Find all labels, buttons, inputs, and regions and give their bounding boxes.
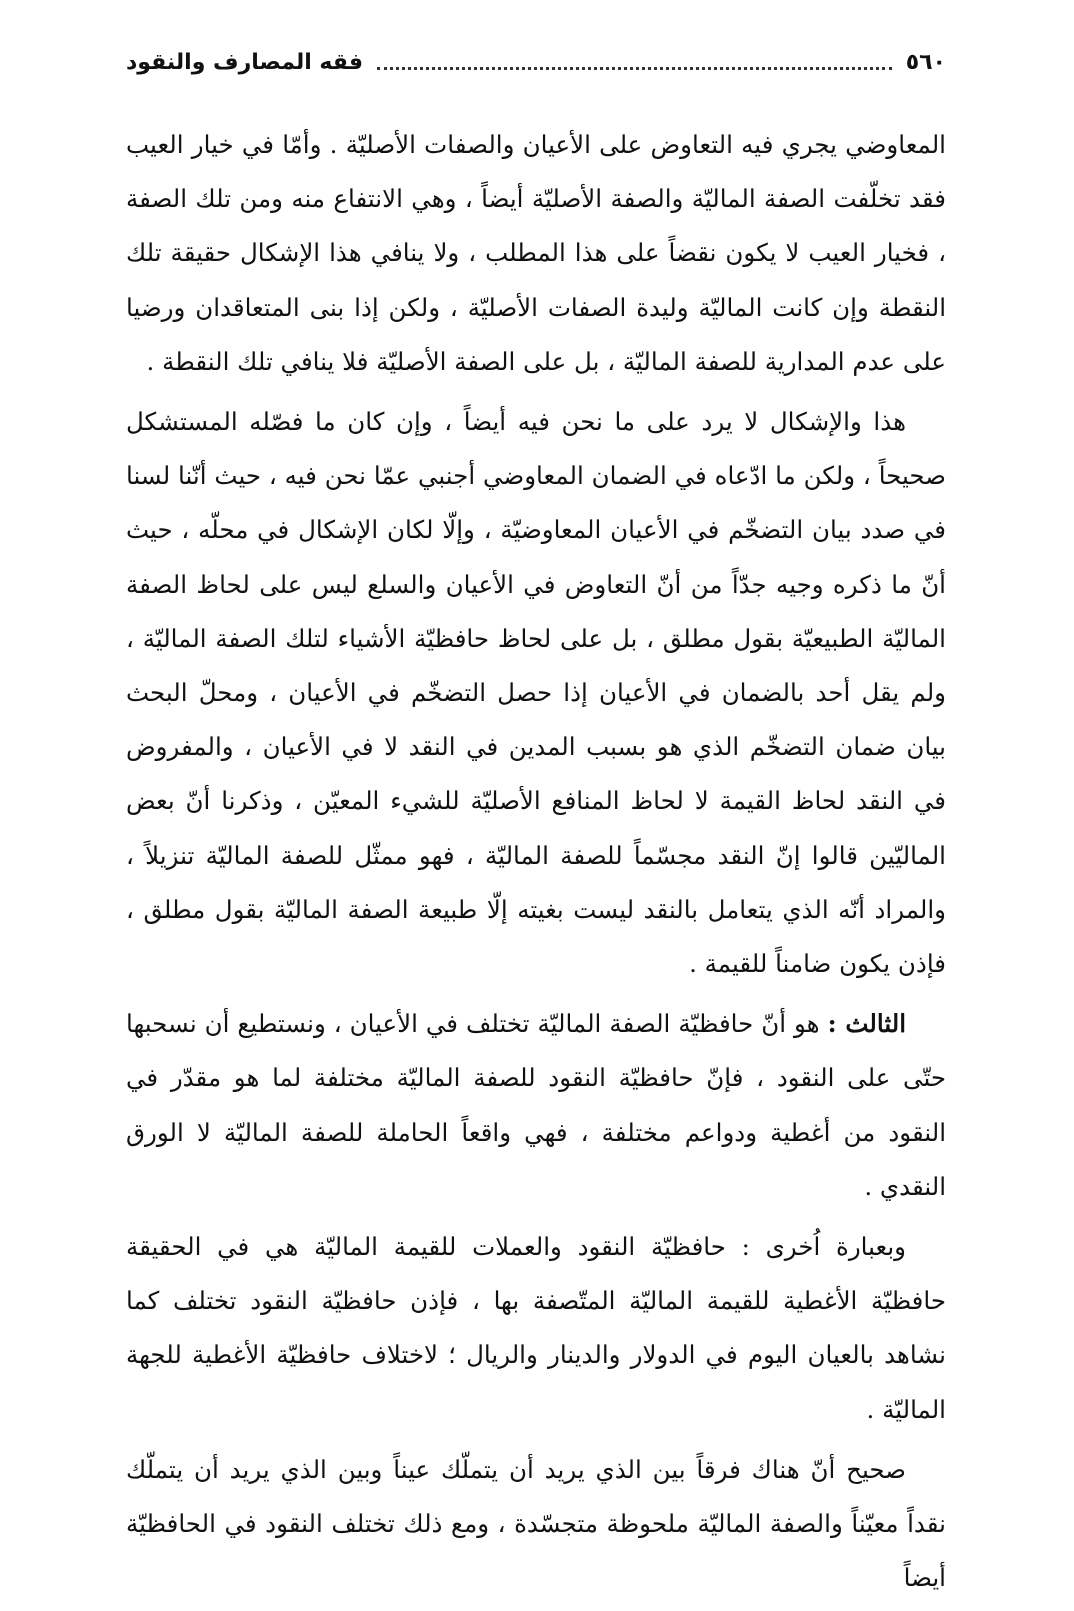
paragraph-text: هذا والإشكال لا يرد على ما نحن فيه أيضاً ، وإن كان ما فصّله المستشكل صحيحاً ، ولكن ما ادّعاه في الضمان المعاوضي أجنبي عمّا نحن فيه ، حيث أنّنا لسنا في صدد بيان التضخّم في الأعيان المعاوضيّة ، وإلّا لكان الإشكال في محلّه ، حيث أنّ ما ذكره وجيه جدّاً من أنّ التعاوض في الأعيان والسلع ليس على لحاظ الصفة الماليّة الطبيعيّة بقول مطلق ، بل على لحاظ حافظيّة الأشياء لتلك الصفة الماليّة ، ولم يقل أحد بالضمان في الأعيان إذا حصل التضخّم في الأعيان ، ومحلّ البحث بيان ضمان التضخّم الذي هو بسبب المدين في النقد لا في الأعيان ، والمفروض في النقد لحاظ القيمة لا لحاظ المنافع الأصليّة للشيء المعيّن ، وذكرنا أنّ بعض الماليّين قالوا إنّ النقد مجسّماً للصفة الماليّة ، فهو ممثّل للصفة الماليّة تنزيلاً ، والمراد أنّه الذي يتعامل بالنقد ليست بغيته إلّا طبيعة الصفة الماليّة بقول مطلق ، فإذن يكون ضامناً للقيمة . bbox=[126, 407, 946, 979]
paragraph-text: المعاوضي يجري فيه التعاوض على الأعيان والصفات الأصليّة . وأمّا في خيار العيب فقد تخلّفت الصفة الماليّة والصفة الأصليّة أيضاً ، وهي الانتفاع منه ومن تلك الصفة ، فخيار العيب لا يكون نقضاً على هذا المطلب ، ولا ينافي هذا الإشكال حقيقة تلك النقطة وإن كانت الماليّة وليدة الصفات الأصليّة ، ولكن إذا بنى المتعاقدان ورضيا على عدم المدارية للصفة الماليّة ، بل على الصفة الأصليّة فلا ينافي تلك النقطة . bbox=[126, 130, 946, 376]
paragraph-text: صحيح أنّ هناك فرقاً بين الذي يريد أن يتملّك عيناً وبين الذي يريد أن يتملّك نقداً معيّناً والصفة الماليّة ملحوظة متجسّدة ، ومع ذلك تختلف النقود في الحافظيّة أيضاً bbox=[126, 1454, 946, 1593]
paragraph-third-point bbox=[126, 997, 946, 1214]
paragraph-text: وبعبارة اُخرى : حافظيّة النقود والعملات للقيمة الماليّة هي في الحقيقة حافظيّة الأغطية للقيمة الماليّة المتّصفة بها ، فإذن حافظيّة النقود تختلف كما نشاهد بالعيان اليوم في الدولار والدينار والريال ؛ لاختلاف حافظيّة الأغطية للجهة الماليّة . bbox=[126, 1232, 946, 1424]
paragraph bbox=[126, 1443, 946, 1606]
paragraph-continued bbox=[126, 118, 946, 389]
body-text bbox=[126, 118, 946, 1611]
paragraph bbox=[126, 1220, 946, 1437]
point-label: الثالث : bbox=[827, 1009, 907, 1039]
header-dotted-leader bbox=[377, 67, 892, 70]
book-title: فقه المصارف والنقود bbox=[126, 49, 363, 75]
paragraph-text: هو أنّ حافظيّة الصفة الماليّة تختلف في الأعيان ، ونستطيع أن نسحبها حتّى على النقود ، فإنّ حافظيّة النقود للصفة الماليّة مختلفة لما هو مقدّر في النقود من أغطية ودواعم مختلفة ، فهي واقعاً الحاملة للصفة الماليّة لا الورق النقدي . bbox=[126, 1009, 946, 1201]
paragraph bbox=[126, 395, 946, 991]
page-number: ٥٦٠ bbox=[905, 49, 946, 75]
running-header bbox=[126, 42, 946, 82]
